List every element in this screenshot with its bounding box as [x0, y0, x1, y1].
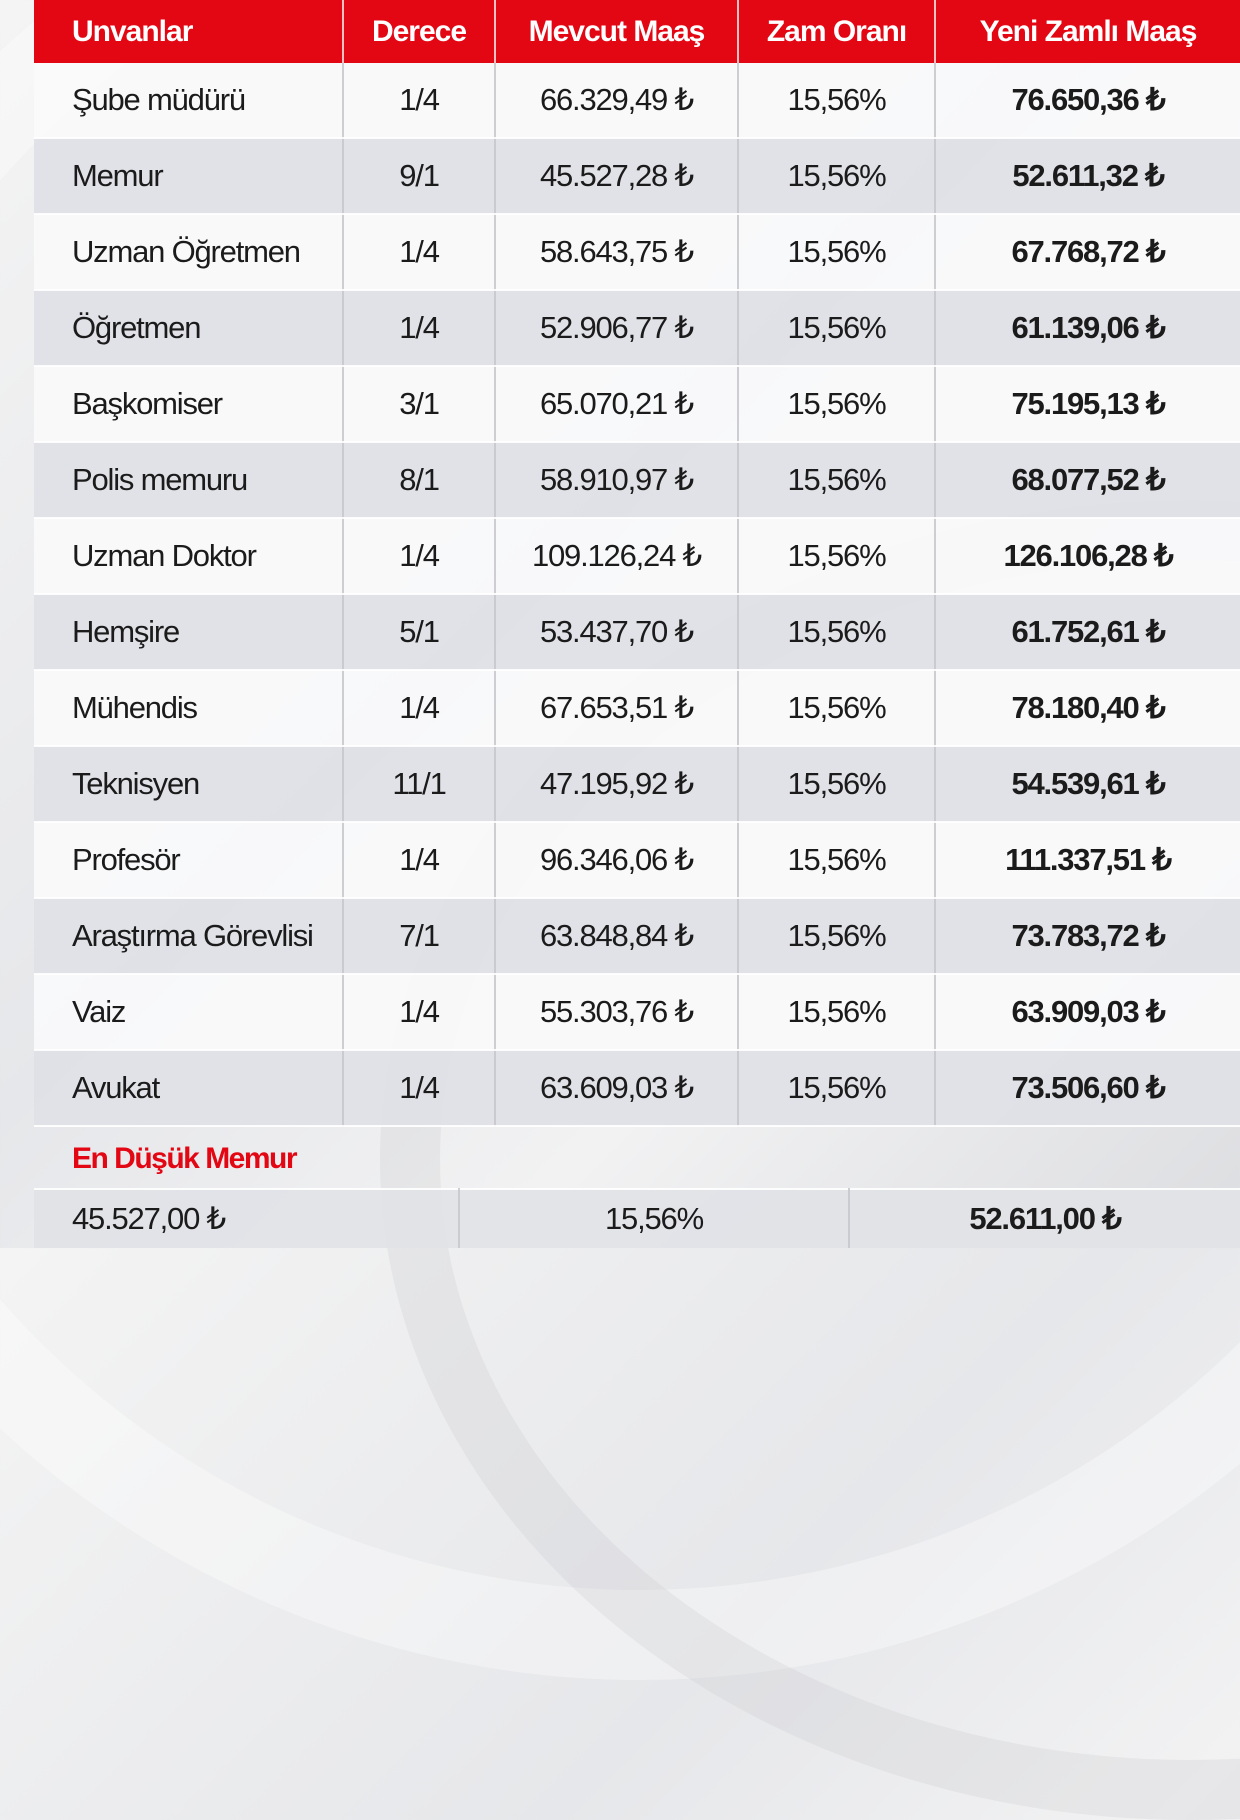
table-row	[34, 974, 1240, 1050]
lowest-salary-row	[34, 1189, 1240, 1248]
cell-derece: 7/1	[343, 898, 495, 974]
cell-derece: 8/1	[343, 442, 495, 518]
header-zam-orani: Zam Oranı	[738, 0, 935, 63]
table-row	[34, 290, 1240, 366]
cell-derece: 11/1	[343, 746, 495, 822]
cell-yeni-zamli-maas: 75.195,13 ₺	[935, 366, 1240, 442]
cell-unvan: Avukat	[34, 1050, 343, 1126]
cell-unvan: Memur	[34, 138, 343, 214]
cell-mevcut-maas: 58.910,97 ₺	[495, 442, 738, 518]
table-row	[34, 214, 1240, 290]
cell-unvan: Uzman Öğretmen	[34, 214, 343, 290]
cell-unvan: Teknisyen	[34, 746, 343, 822]
cell-derece: 1/4	[343, 63, 495, 138]
salary-table	[34, 0, 1240, 1127]
table-row	[34, 442, 1240, 518]
header-mevcut-maas: Mevcut Maaş	[495, 0, 738, 63]
cell-derece: 5/1	[343, 594, 495, 670]
cell-derece: 9/1	[343, 138, 495, 214]
cell-derece: 1/4	[343, 670, 495, 746]
header-derece: Derece	[343, 0, 495, 63]
cell-derece: 1/4	[343, 974, 495, 1050]
cell-derece: 1/4	[343, 214, 495, 290]
table-row	[34, 366, 1240, 442]
cell-mevcut-maas: 47.195,92 ₺	[495, 746, 738, 822]
cell-zam-orani: 15,56%	[738, 670, 935, 746]
cell-zam-orani: 15,56%	[738, 974, 935, 1050]
cell-yeni-zamli-maas: 61.752,61 ₺	[935, 594, 1240, 670]
cell-zam-orani: 15,56%	[738, 442, 935, 518]
cell-yeni-zamli-maas: 61.139,06 ₺	[935, 290, 1240, 366]
cell-zam-orani: 15,56%	[738, 366, 935, 442]
table-row	[34, 63, 1240, 138]
cell-zam-orani: 15,56%	[738, 290, 935, 366]
header-yeni-zamli-maas: Yeni Zamlı Maaş	[935, 0, 1240, 63]
cell-unvan: Mühendis	[34, 670, 343, 746]
cell-zam-orani: 15,56%	[738, 214, 935, 290]
lowest-salary-table	[34, 1188, 1240, 1248]
cell-yeni-zamli-maas: 63.909,03 ₺	[935, 974, 1240, 1050]
cell-zam-orani: 15,56%	[738, 138, 935, 214]
cell-yeni-zamli-maas: 126.106,28 ₺	[935, 518, 1240, 594]
cell-yeni-zamli-maas: 76.650,36 ₺	[935, 63, 1240, 138]
cell-zam-orani: 15,56%	[738, 746, 935, 822]
lowest-yeni-maas: 52.611,00 ₺	[849, 1189, 1240, 1248]
lowest-section-title: En Düşük Memur	[72, 1142, 297, 1175]
table-row	[34, 518, 1240, 594]
cell-mevcut-maas: 96.346,06 ₺	[495, 822, 738, 898]
cell-derece: 1/4	[343, 822, 495, 898]
cell-unvan: Profesör	[34, 822, 343, 898]
table-row	[34, 670, 1240, 746]
cell-yeni-zamli-maas: 73.506,60 ₺	[935, 1050, 1240, 1126]
cell-derece: 3/1	[343, 366, 495, 442]
cell-unvan: Hemşire	[34, 594, 343, 670]
cell-unvan: Şube müdürü	[34, 63, 343, 138]
header-row	[34, 0, 1240, 63]
cell-mevcut-maas: 63.848,84 ₺	[495, 898, 738, 974]
table-body	[34, 63, 1240, 1126]
salary-table-container	[34, 0, 1240, 1127]
cell-mevcut-maas: 66.329,49 ₺	[495, 63, 738, 138]
cell-yeni-zamli-maas: 52.611,32 ₺	[935, 138, 1240, 214]
cell-mevcut-maas: 63.609,03 ₺	[495, 1050, 738, 1126]
cell-yeni-zamli-maas: 67.768,72 ₺	[935, 214, 1240, 290]
cell-derece: 1/4	[343, 1050, 495, 1126]
cell-zam-orani: 15,56%	[738, 1050, 935, 1126]
lowest-zam-orani: 15,56%	[459, 1189, 849, 1248]
cell-zam-orani: 15,56%	[738, 518, 935, 594]
lowest-mevcut-maas: 45.527,00 ₺	[34, 1189, 459, 1248]
table-header	[34, 0, 1240, 63]
cell-unvan: Polis memuru	[34, 442, 343, 518]
table-row	[34, 594, 1240, 670]
cell-unvan: Başkomiser	[34, 366, 343, 442]
cell-zam-orani: 15,56%	[738, 594, 935, 670]
cell-yeni-zamli-maas: 78.180,40 ₺	[935, 670, 1240, 746]
cell-yeni-zamli-maas: 111.337,51 ₺	[935, 822, 1240, 898]
cell-mevcut-maas: 45.527,28 ₺	[495, 138, 738, 214]
cell-unvan: Öğretmen	[34, 290, 343, 366]
cell-mevcut-maas: 52.906,77 ₺	[495, 290, 738, 366]
table-row	[34, 1050, 1240, 1126]
cell-unvan: Vaiz	[34, 974, 343, 1050]
cell-mevcut-maas: 53.437,70 ₺	[495, 594, 738, 670]
cell-mevcut-maas: 109.126,24 ₺	[495, 518, 738, 594]
cell-yeni-zamli-maas: 54.539,61 ₺	[935, 746, 1240, 822]
cell-zam-orani: 15,56%	[738, 898, 935, 974]
cell-unvan: Araştırma Görevlisi	[34, 898, 343, 974]
cell-yeni-zamli-maas: 68.077,52 ₺	[935, 442, 1240, 518]
cell-derece: 1/4	[343, 290, 495, 366]
cell-zam-orani: 15,56%	[738, 822, 935, 898]
table-row	[34, 822, 1240, 898]
cell-mevcut-maas: 55.303,76 ₺	[495, 974, 738, 1050]
cell-mevcut-maas: 67.653,51 ₺	[495, 670, 738, 746]
cell-zam-orani: 15,56%	[738, 63, 935, 138]
table-row	[34, 746, 1240, 822]
cell-derece: 1/4	[343, 518, 495, 594]
header-unvan: Unvanlar	[34, 0, 343, 63]
cell-mevcut-maas: 65.070,21 ₺	[495, 366, 738, 442]
table-row	[34, 898, 1240, 974]
cell-mevcut-maas: 58.643,75 ₺	[495, 214, 738, 290]
cell-unvan: Uzman Doktor	[34, 518, 343, 594]
table-row	[34, 138, 1240, 214]
cell-yeni-zamli-maas: 73.783,72 ₺	[935, 898, 1240, 974]
